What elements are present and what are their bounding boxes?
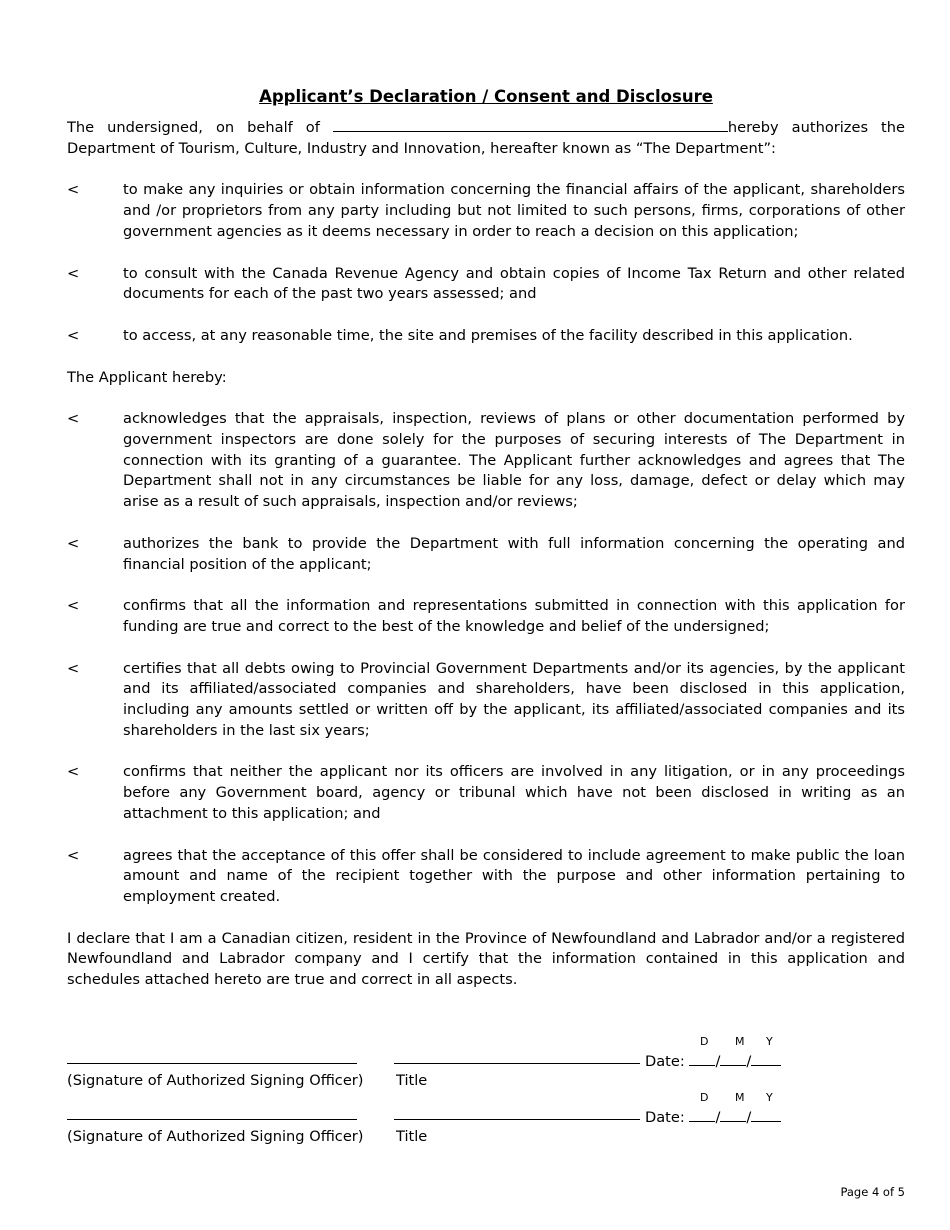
signature-caption: (Signature of Authorized Signing Officer): [67, 1128, 364, 1145]
applicant-item-text: certifies that all debts owing to Provincial Government Departments and/or its agencies, by the applicant and its affiliated/associated companies and shareholders, have been disclosed in this application, including any amounts settled or written off by the applicant, its affiliated/associated companies and its shareholders in the last six years;: [123, 659, 905, 739]
list-item: [67, 180, 905, 242]
date-year-field[interactable]: [751, 1050, 781, 1066]
page-number: Page 4 of 5: [840, 1185, 905, 1199]
date-separator: /: [746, 1109, 752, 1126]
date-label: Date:: [645, 1053, 685, 1070]
date-separator: /: [715, 1053, 721, 1070]
intro-prefix: The undersigned, on behalf of: [67, 119, 320, 136]
intro-suffix: hereby authorizes the Department of Tourism, Culture, Industry and Innovation, hereafter known as “The Department”:: [67, 119, 905, 157]
signature-field[interactable]: [67, 1119, 357, 1120]
authorization-text: to make any inquiries or obtain information concerning the financial affairs of the applicant, shareholders and /or proprietors from any party including but not limited to such persons, firms, corporations of other government agencies as it deems necessary in order to reach a decision on this application;: [123, 181, 905, 240]
authorization-list: [67, 180, 905, 346]
intro-paragraph: [67, 117, 905, 159]
date-separator: /: [715, 1109, 721, 1126]
date-field-group: [645, 1106, 781, 1129]
applicant-item-text: confirms that all the information and representations submitted in connection with this application for funding are true and correct to the best of the knowledge and belief of the undersigned;: [123, 597, 905, 635]
date-month-field[interactable]: [720, 1050, 746, 1066]
applicant-item-text: agrees that the acceptance of this offer shall be considered to include agreement to make public the loan amount and name of the recipient together with the purpose and other information pertaining to employment created.: [123, 846, 905, 905]
bullet-symbol: <: [67, 763, 80, 781]
bullet-symbol: <: [67, 597, 80, 615]
date-separator: /: [746, 1053, 752, 1070]
month-label: M: [735, 1035, 745, 1048]
year-label: Y: [766, 1091, 773, 1104]
applicant-list: [67, 409, 905, 907]
title-field[interactable]: [394, 1119, 640, 1120]
date-field-group: [645, 1050, 781, 1073]
bullet-symbol: <: [67, 659, 80, 677]
declaration-paragraph: I declare that I am a Canadian citizen, resident in the Province of Newfoundland and Labrador and/or a registered Newfoundland and Labrador company and I certify that the information contained in this application and schedules attached hereto are true and correct in all aspects.: [67, 929, 905, 989]
authorization-text: to access, at any reasonable time, the site and premises of the facility described in this application.: [123, 326, 853, 344]
document-body: [67, 86, 905, 991]
list-item: [67, 846, 905, 908]
list-item: [67, 596, 905, 637]
applicant-item-text: confirms that neither the applicant nor its officers are involved in any litigation, or in any proceedings before any Government board, agency or tribunal which have not been disclosed in writing as an attachment to this application; and: [123, 763, 905, 822]
year-label: Y: [766, 1035, 773, 1048]
month-label: M: [735, 1091, 745, 1104]
authorization-text: to consult with the Canada Revenue Agency and obtain copies of Income Tax Return and other related documents for each of the past two years assessed; and: [123, 264, 905, 303]
signature-field[interactable]: [67, 1063, 357, 1064]
applicant-name-field[interactable]: [333, 117, 728, 132]
bullet-symbol: <: [67, 534, 80, 552]
list-item: [67, 534, 905, 575]
bullet-symbol: <: [67, 181, 80, 199]
bullet-symbol: <: [67, 846, 80, 864]
bullet-symbol: <: [67, 410, 80, 428]
list-item: [67, 659, 905, 742]
day-label: D: [700, 1035, 709, 1048]
date-month-field[interactable]: [720, 1106, 746, 1122]
day-label: D: [700, 1091, 709, 1104]
title-field[interactable]: [394, 1063, 640, 1064]
date-year-field[interactable]: [751, 1106, 781, 1122]
list-item: [67, 762, 905, 824]
list-item: [67, 409, 905, 513]
list-item: [67, 326, 905, 347]
title-caption: Title: [396, 1128, 428, 1145]
date-label: Date:: [645, 1109, 685, 1126]
applicant-item-text: acknowledges that the appraisals, inspection, reviews of plans or other documentation performed by government inspectors are done solely for the purposes of securing interests of The Department in connection with its granting of a guarantee. The Applicant further acknowledges and agrees that The Department shall not in any circumstances be liable for any loss, damage, defect or delay which may arise as a result of such appraisals, inspection and/or reviews;: [123, 410, 905, 511]
bullet-symbol: <: [67, 326, 80, 344]
page-title: Applicant’s Declaration / Consent and Disclosure: [259, 87, 713, 106]
bullet-symbol: <: [67, 264, 80, 282]
signature-caption: (Signature of Authorized Signing Officer): [67, 1072, 364, 1089]
list-item: [67, 264, 905, 305]
applicant-lead: The Applicant hereby:: [67, 368, 227, 386]
date-day-field[interactable]: [689, 1106, 715, 1122]
applicant-item-text: authorizes the bank to provide the Department with full information concerning the operating and financial position of the applicant;: [123, 534, 905, 573]
title-caption: Title: [396, 1072, 428, 1089]
date-day-field[interactable]: [689, 1050, 715, 1066]
